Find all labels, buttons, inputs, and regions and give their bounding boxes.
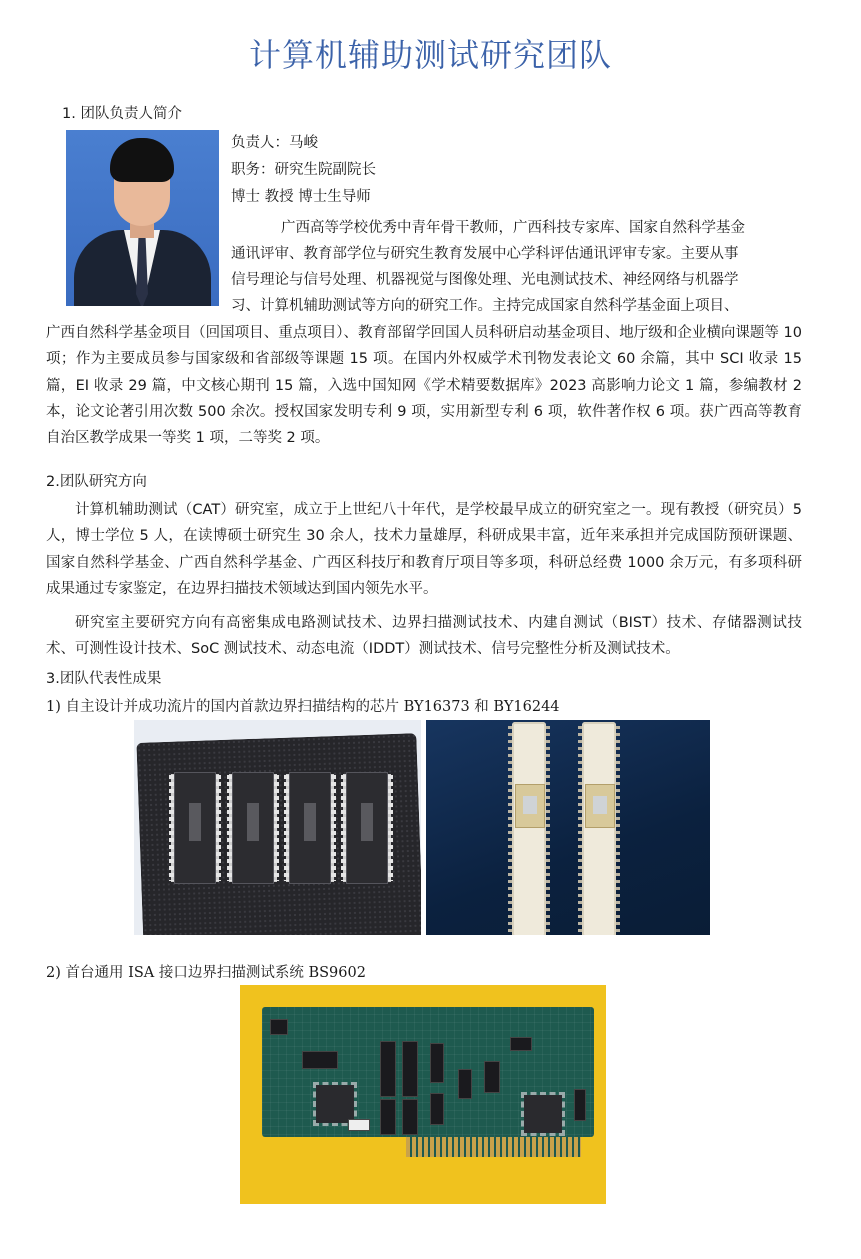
bio-line: 通讯评审、教育部学位与研究生教育发展中心学科评估通讯评审专家。主要从事 [231,246,739,262]
chips-on-foam-photo [134,720,421,935]
section-2-heading: 2.团队研究方向 [46,474,147,490]
ceramic-chips-photo [426,720,710,935]
achievement-item-1: 1) 自主设计并成功流片的国内首款边界扫描结构的芯片 BY16373 和 BY16244 [46,699,560,715]
bio-line: 信号理论与信号处理、机器视觉与图像处理、光电测试技术、神经网络与机器学 [231,272,739,288]
achievement-item-2: 2) 首台通用 ISA 接口边界扫描测试系统 BS9602 [46,965,366,981]
isa-board-photo [240,985,606,1204]
section-1-heading: 1. 团队负责人简介 [62,106,182,122]
section-3-heading: 3.团队代表性成果 [46,671,162,687]
leader-name: 负责人：马峻 [231,135,318,151]
leader-portrait [66,130,219,306]
page-title: 计算机辅助测试研究团队 [248,36,612,74]
bio-line: 习、计算机辅助测试等方向的研究工作。主持完成国家自然科学基金面上项目、 [231,298,739,314]
leader-position: 职务：研究生院副院长 [231,162,376,178]
leader-titles: 博士 教授 博士生导师 [231,189,371,205]
bio-paragraph: 广西自然科学基金项目（回国项目、重点项目）、教育部留学回国人员科研启动基金项目、地厅级和企业横向课题等 10 项；作为主要成员参与国家级和省部级等课题 15 项。在国内外权威学术刊物发表论文 60 余篇，其中 SCI 收录 15 篇，EI 收录 29 篇，中文核心期刊 15 篇，入选中国知网《学术精要数据库》2023 高影响力论文 1 篇，参编教材 2 本，论文论著引用次数 500 余次。授权国家发明专利 9 项，实用新型专利 6 项，软件著作权 6 项。获广西高等教育自治区教学成果一等奖 1 项，二等奖 2 项。 [46,325,802,447]
research-paragraph-2: 研究室主要研究方向有高密集成电路测试技术、边界扫描测试技术、内建自测试（BIST）技术、存储器测试技术、可测性设计技术、SoC 测试技术、动态电流（IDDT）测试技术、信号完整性分析及测试技术。 [46,615,802,658]
research-paragraph-1: 计算机辅助测试（CAT）研究室，成立于上世纪八十年代，是学校最早成立的研究室之一。现有教授（研究员）5 人，博士学位 5 人，在读博硕士研究生 30 余人，技术力量雄厚，科研成果丰富，近年来承担并完成国防预研课题、国家自然科学基金、广西自然科学基金、广西区科技厅和教育厅项目等多项，科研总经费 1000 余万元，有多项科研成果通过专家鉴定，在边界扫描技术领域达到国内领先水平。 [46,502,802,597]
bio-line: 广西高等学校优秀中青年骨干教师，广西科技专家库、国家自然科学基金 [281,220,745,236]
